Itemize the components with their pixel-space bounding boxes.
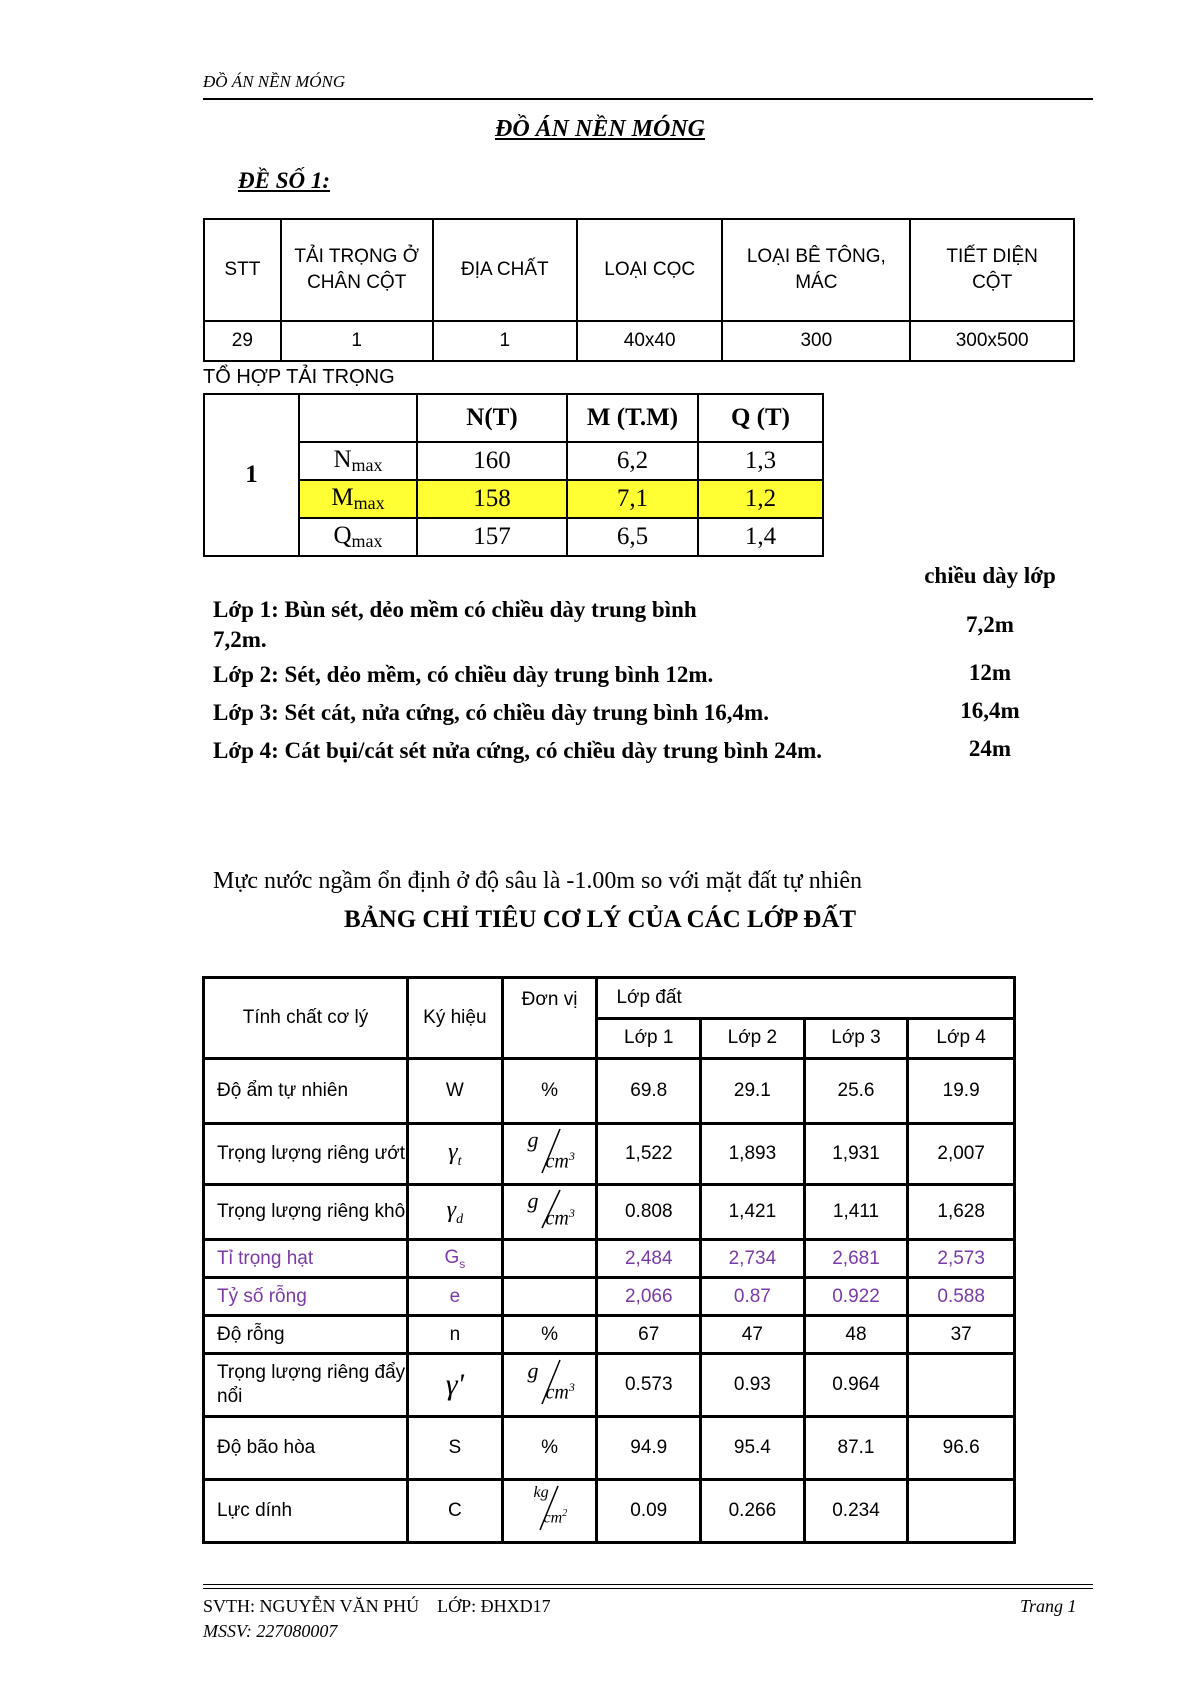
header-cell	[722, 219, 910, 321]
property-value: 0.266	[701, 1480, 805, 1543]
row-label-base: Q	[333, 522, 352, 549]
props-row	[204, 1316, 1015, 1354]
assignment-value-row	[204, 321, 1074, 361]
property-unit	[502, 1278, 597, 1316]
property-unit	[502, 1354, 597, 1417]
running-header: ĐỒ ÁN NỀN MÓNG	[203, 72, 346, 91]
unit-g-per-cm3	[520, 1356, 580, 1408]
property-name: Độ rỗng	[204, 1316, 408, 1354]
unit-denominator: $cm^3$	[545, 1206, 575, 1230]
unit-header: Đơn vị	[502, 978, 597, 1059]
value-cell: 1	[281, 321, 433, 361]
property-value: 0.573	[597, 1354, 701, 1417]
property-unit	[502, 1240, 597, 1278]
property-value: 2,484	[597, 1240, 701, 1278]
property-value: 1,628	[908, 1185, 1015, 1240]
groundwater-note: Mực nước ngầm ổn định ở độ sâu là -1.00m so với mặt đất tự nhiên	[213, 868, 863, 894]
combo-header-cell: Q (T)	[698, 394, 823, 442]
value-cell: 1	[433, 321, 577, 361]
gamma-symbol: $\gamma_d$	[446, 1196, 464, 1227]
property-unit	[502, 1480, 597, 1543]
row-label-sub: max	[353, 493, 385, 513]
combo-row-label	[299, 480, 417, 518]
property-value: 96.6	[908, 1417, 1015, 1480]
unit-g-per-cm3	[520, 1186, 580, 1232]
property-name: Trọng lượng riêng đẩy nổi	[204, 1354, 408, 1417]
layer-header: Lớp 1	[597, 1018, 701, 1059]
layer-text: Lớp 1: Bùn sét, dẻo mềm có chiều dày trung bình	[213, 597, 697, 622]
unit-numerator: g	[527, 1358, 539, 1383]
gamma-symbol: $\gamma_t$	[448, 1138, 462, 1169]
layer-header: Lớp 4	[908, 1018, 1015, 1059]
row-label-sub: max	[351, 531, 383, 551]
combo-value-cell: 1,4	[698, 518, 823, 556]
property-value: 0.09	[597, 1480, 701, 1543]
combo-value-cell: 6,2	[567, 442, 698, 480]
property-value: 0.87	[701, 1278, 805, 1316]
value-cell: 300	[722, 321, 910, 361]
thickness-header: chiều dày lớp	[924, 563, 1056, 588]
document-title: ĐỒ ÁN NỀN MÓNG	[494, 116, 705, 142]
combo-value-cell: 157	[417, 518, 567, 556]
gamma-prime-symbol: γ'	[445, 1368, 464, 1401]
property-value: 2,007	[908, 1124, 1015, 1185]
layer-1-description	[213, 595, 697, 655]
property-value: 37	[908, 1316, 1015, 1354]
property-symbol: S	[408, 1417, 503, 1480]
footer-student: SVTH: NGUYỄN VĂN PHÚ LỚP: ĐHXD17	[203, 1596, 551, 1616]
property-value: 1,931	[804, 1124, 908, 1185]
combo-value-cell: 7,1	[567, 480, 698, 518]
assignment-header-row	[204, 219, 1074, 321]
property-value: 95.4	[701, 1417, 805, 1480]
property-value: 87.1	[804, 1417, 908, 1480]
header-cell-text: TẢI TRỌNG Ở CHÂN CỘT	[294, 246, 420, 293]
value-cell: 300x500	[910, 321, 1074, 361]
property-value: 25.6	[804, 1059, 908, 1124]
header-rule	[203, 98, 1093, 100]
symbol-header: Ký hiệu	[408, 978, 503, 1059]
combo-value-cell: 158	[417, 480, 567, 518]
load-combination-table	[203, 393, 824, 557]
props-row	[204, 1185, 1015, 1240]
layer-1-thickness: 7,2m	[966, 612, 1014, 637]
unit-numerator: kg	[533, 1484, 549, 1501]
combo-row-label	[299, 442, 417, 480]
unit-g-per-cm3	[520, 1125, 580, 1177]
assignment-table	[203, 218, 1075, 362]
assignment-number: ĐỀ SỐ 1:	[238, 168, 331, 193]
property-value: 19.9	[908, 1059, 1015, 1124]
row-label-sub: max	[351, 455, 383, 475]
props-row	[204, 1417, 1015, 1480]
props-row	[204, 1480, 1015, 1543]
unit-kg-per-cm2	[520, 1482, 580, 1534]
unit-denominator: $cm^3$	[545, 1149, 575, 1173]
footer-student-id: MSSV: 227080007	[203, 1621, 338, 1641]
row-label-base: M	[331, 484, 354, 511]
combo-value-cell: 160	[417, 442, 567, 480]
property-value	[908, 1354, 1015, 1417]
layer-header: Lớp 3	[804, 1018, 908, 1059]
property-header: Tính chất cơ lý	[204, 978, 408, 1059]
row-label-base: N	[333, 446, 352, 473]
header-cell: ĐỊA CHẤT	[433, 219, 577, 321]
combo-value-cell: 6,5	[567, 518, 698, 556]
combo-group-cell: 1	[204, 394, 299, 556]
property-value: 48	[804, 1316, 908, 1354]
property-value: 2,734	[701, 1240, 805, 1278]
layer-4-thickness: 24m	[968, 736, 1012, 761]
load-combination-title: TỔ HỢP TẢI TRỌNG	[203, 366, 395, 388]
combo-header-cell: N(T)	[417, 394, 567, 442]
unit-denominator: $cm^3$	[545, 1380, 575, 1404]
property-unit: %	[502, 1417, 597, 1480]
props-row	[204, 1240, 1015, 1278]
property-name: Trọng lượng riêng ướt	[204, 1124, 408, 1185]
unit-denominator: $cm^2$	[543, 1508, 568, 1527]
property-symbol	[408, 1124, 503, 1185]
property-name: Độ ẩm tự nhiên	[204, 1059, 408, 1124]
layer-3-thickness: 16,4m	[960, 698, 1020, 723]
layer-2-description: Lớp 2: Sét, dẻo mềm, có chiều dày trung bình 12m.	[213, 662, 714, 687]
footer-page-number: Trang 1	[1020, 1596, 1077, 1616]
value-cell: 29	[204, 321, 281, 361]
layer-4-description: Lớp 4: Cát bụi/cát sét nửa cứng, có chiều dày trung bình 24m.	[213, 738, 823, 763]
props-row	[204, 1278, 1015, 1316]
property-symbol: C	[408, 1480, 503, 1543]
property-unit: %	[502, 1059, 597, 1124]
layer-text: 7,2m.	[213, 627, 267, 652]
property-value: 0.588	[908, 1278, 1015, 1316]
property-symbol: e	[408, 1278, 503, 1316]
property-value	[908, 1480, 1015, 1543]
property-unit	[502, 1185, 597, 1240]
props-row	[204, 1354, 1015, 1417]
combo-row-label	[299, 518, 417, 556]
unit-numerator: g	[527, 1127, 539, 1152]
property-value: 0.93	[701, 1354, 805, 1417]
property-value: 1,522	[597, 1124, 701, 1185]
header-cell	[281, 219, 433, 321]
combo-header-cell: M (T.M)	[567, 394, 698, 442]
header-cell-text: LOẠI BÊ TÔNG, MÁC	[746, 246, 886, 293]
combo-value-cell: 1,2	[698, 480, 823, 518]
props-row	[204, 1124, 1015, 1185]
header-cell: LOẠI CỌC	[577, 219, 722, 321]
layer-header: Lớp 2	[701, 1018, 805, 1059]
property-value: 0.922	[804, 1278, 908, 1316]
property-symbol	[408, 1185, 503, 1240]
combo-value-cell: 1,3	[698, 442, 823, 480]
header-cell-text: TIẾT DIỆN CỘT	[946, 246, 1038, 293]
gs-symbol: $G_s$	[444, 1246, 466, 1271]
property-value: 1,411	[804, 1185, 908, 1240]
property-unit: %	[502, 1316, 597, 1354]
property-symbol	[408, 1240, 503, 1278]
unit-numerator: g	[527, 1188, 539, 1213]
property-symbol	[408, 1354, 503, 1417]
footer-rule	[203, 1588, 1093, 1589]
header-cell: STT	[204, 219, 281, 321]
layer-3-description: Lớp 3: Sét cát, nửa cứng, có chiều dày trung bình 16,4m.	[213, 700, 769, 725]
props-row	[204, 1059, 1015, 1124]
property-name: Trọng lượng riêng khô	[204, 1185, 408, 1240]
soil-properties-table	[202, 976, 1016, 1544]
property-value: 0.234	[804, 1480, 908, 1543]
property-value: 67	[597, 1316, 701, 1354]
property-name: Lực dính	[204, 1480, 408, 1543]
soil-properties-title: BẢNG CHỈ TIÊU CƠ LÝ CỦA CÁC LỚP ĐẤT	[343, 906, 857, 933]
property-value: 47	[701, 1316, 805, 1354]
property-unit	[502, 1124, 597, 1185]
property-symbol: W	[408, 1059, 503, 1124]
property-value: 94.9	[597, 1417, 701, 1480]
property-value: 69.8	[597, 1059, 701, 1124]
property-value: 0.808	[597, 1185, 701, 1240]
props-header-row	[204, 978, 1015, 1019]
property-name: Tỷ số rỗng	[204, 1278, 408, 1316]
layer-2-thickness: 12m	[968, 660, 1012, 685]
property-name: Độ bão hòa	[204, 1417, 408, 1480]
property-value: 29.1	[701, 1059, 805, 1124]
property-value: 0.964	[804, 1354, 908, 1417]
property-name: Tỉ trọng hạt	[204, 1240, 408, 1278]
property-value: 1,421	[701, 1185, 805, 1240]
footer-rule	[203, 1584, 1093, 1585]
property-value: 1,893	[701, 1124, 805, 1185]
layer-group-header: Lớp đất	[597, 978, 1015, 1019]
property-value: 2,066	[597, 1278, 701, 1316]
header-cell	[910, 219, 1074, 321]
combo-header-row	[204, 394, 823, 442]
value-cell: 40x40	[577, 321, 722, 361]
property-value: 2,573	[908, 1240, 1015, 1278]
property-value: 2,681	[804, 1240, 908, 1278]
property-symbol: n	[408, 1316, 503, 1354]
combo-empty-cell	[299, 394, 417, 442]
